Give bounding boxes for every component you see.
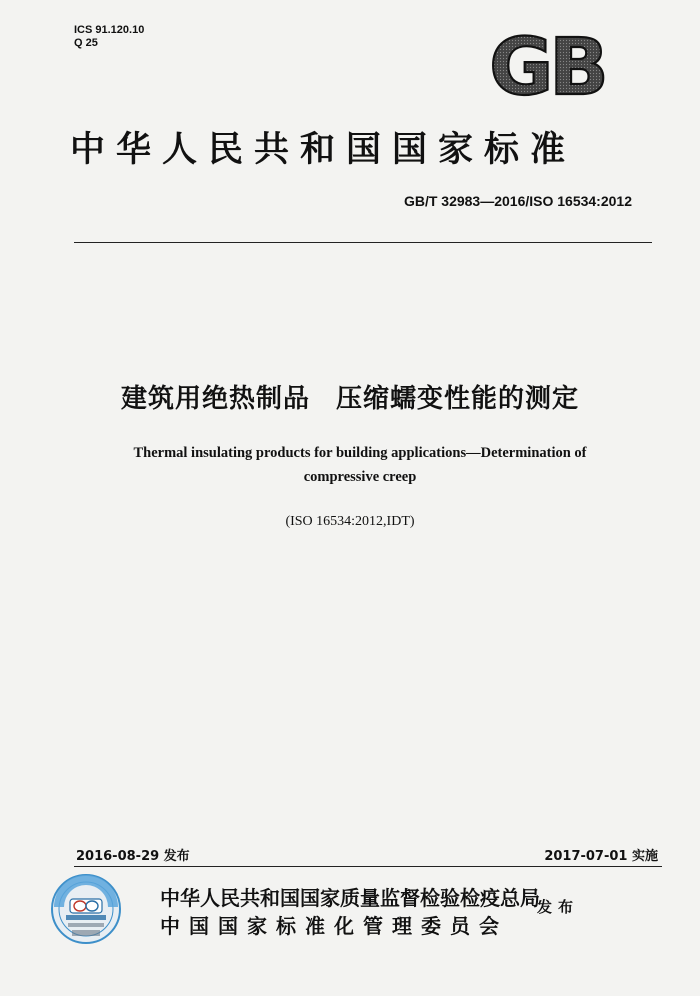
issue-date: 2016-08-29 发布 <box>76 849 190 864</box>
iso-reference: (ISO 16534:2012,IDT) <box>285 514 415 529</box>
issuer-line1: 中华人民共和国国家质量监督检验检疫总局 <box>160 886 540 910</box>
standard-number: GB/T 32983—2016/ISO 16534:2012 <box>403 193 632 209</box>
issuer-line2: 中国国家标准化管理委员会 <box>160 914 508 938</box>
publish-label: 发布 <box>537 898 580 916</box>
header-divider <box>74 242 652 243</box>
english-title <box>80 441 640 489</box>
implementation-date: 2017-07-01 实施 <box>544 849 658 864</box>
english-title-line1: Thermal insulating products for building applications—Determination of <box>133 445 587 461</box>
gb-logo <box>478 30 616 102</box>
chinese-title <box>0 378 700 415</box>
english-title-line2: compressive creep <box>303 469 417 485</box>
standard-title: 中华人民共和国国家标准 <box>70 129 577 170</box>
ics-code: ICS 91.120.10 <box>74 24 145 36</box>
classification-codes <box>74 24 144 50</box>
gb-logo-text: GB <box>489 30 605 102</box>
chinese-title-part2: 压缩蠕变性能的测定 <box>336 384 580 414</box>
anti-counterfeit-seal-icon <box>50 873 122 945</box>
footer-divider <box>74 866 662 867</box>
chinese-title-part1: 建筑用绝热制品 <box>120 384 310 414</box>
ccs-code: Q 25 <box>74 37 98 49</box>
